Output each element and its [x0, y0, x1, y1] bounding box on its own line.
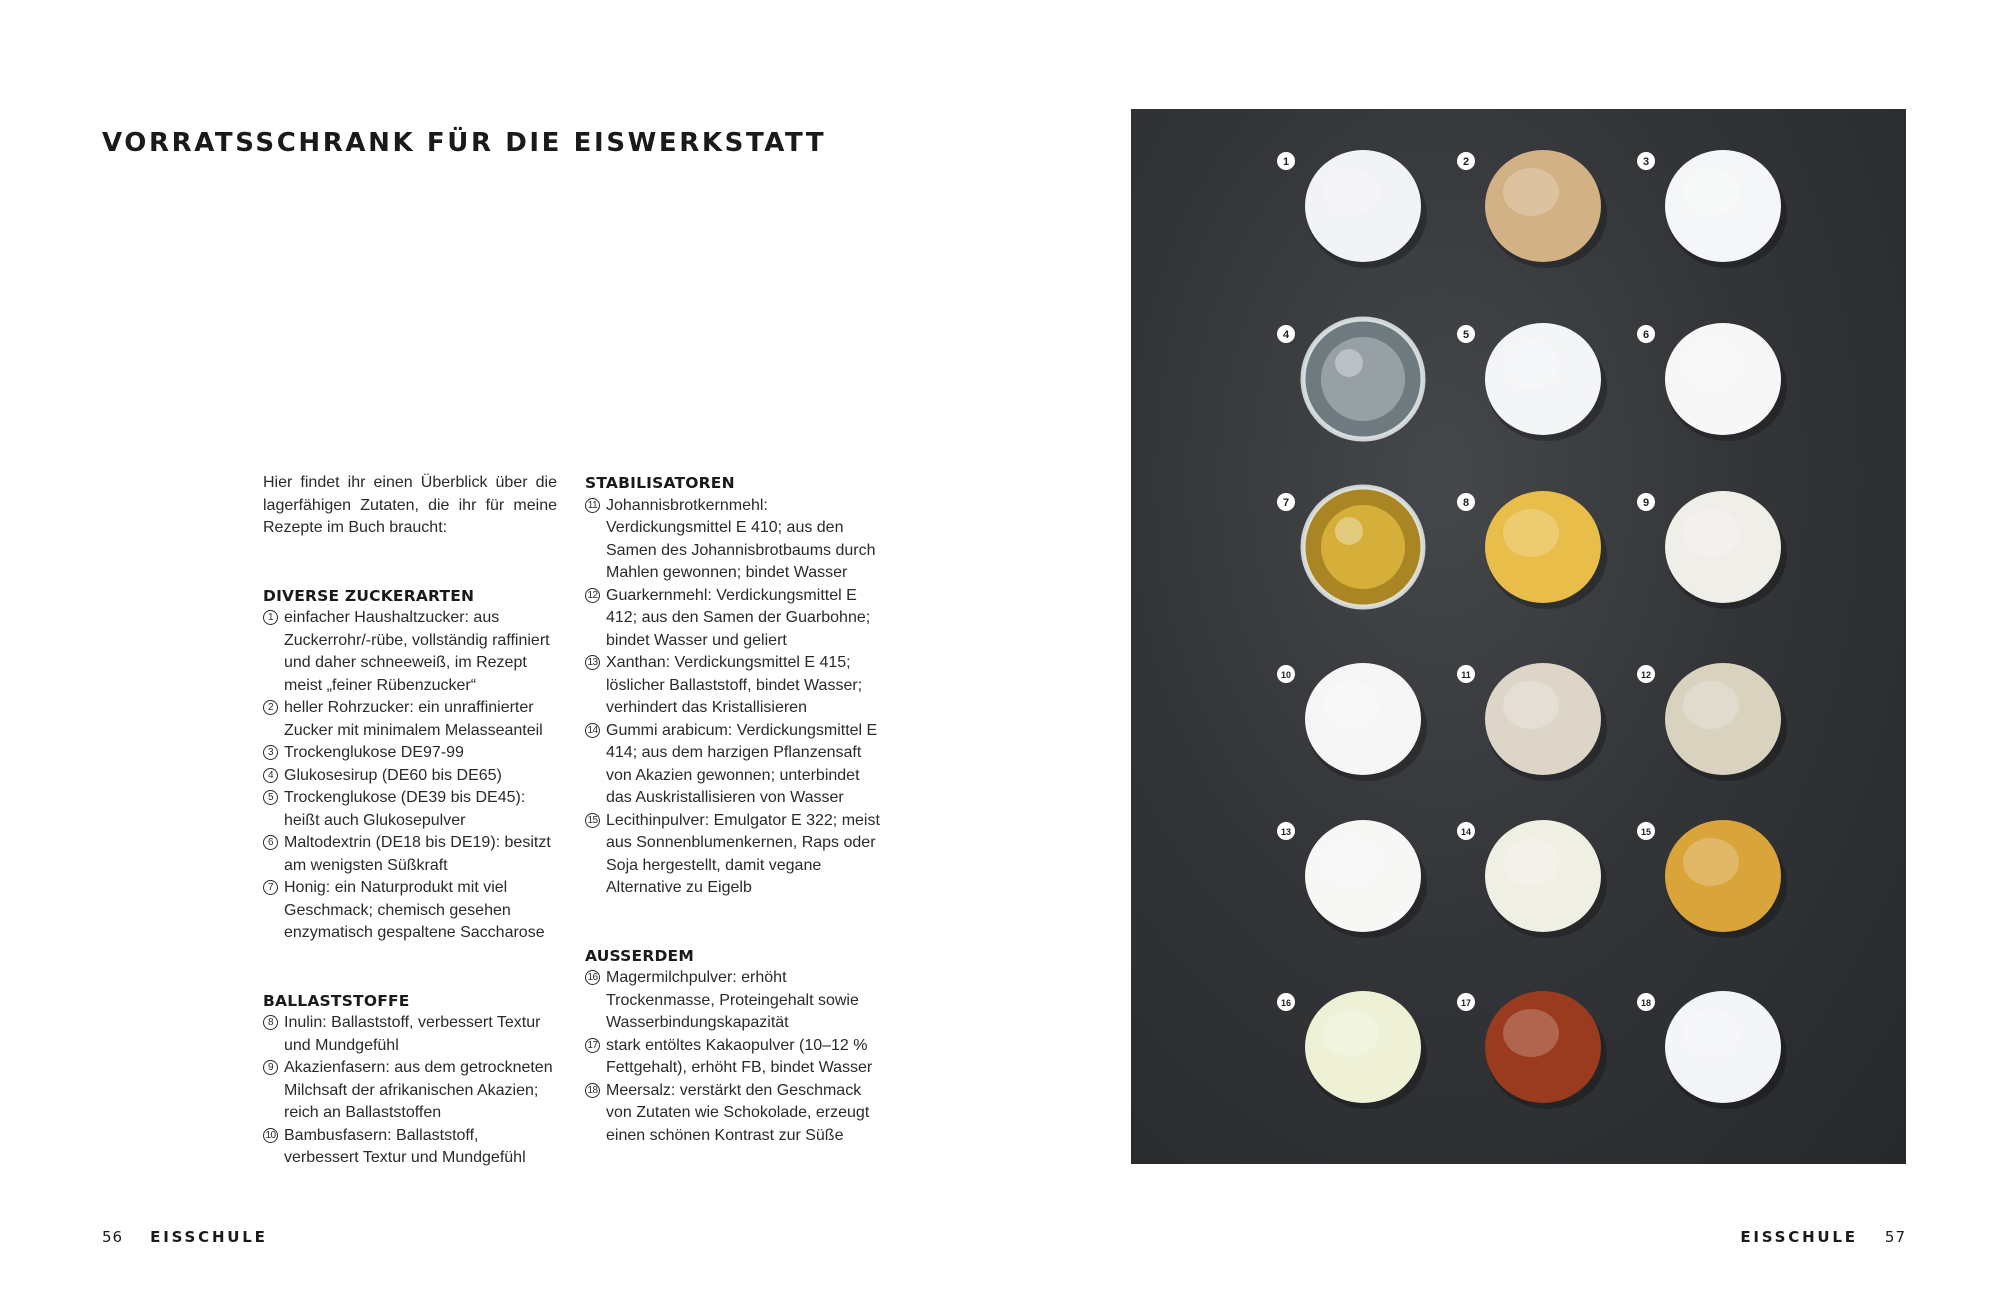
item-text: Trockenglukose DE97-99 [284, 744, 464, 761]
item-number-badge: 15 [585, 813, 600, 828]
photo-label-text: 3 [1642, 156, 1650, 168]
page-number-left: 56 [102, 1228, 124, 1246]
item-number-badge: 8 [263, 1015, 278, 1030]
photo-label-text: 4 [1282, 329, 1290, 341]
item-number-badge: 4 [263, 768, 278, 783]
ingredient-item [263, 832, 557, 877]
ingredient-item [585, 652, 885, 720]
item-number-badge: 10 [263, 1128, 278, 1143]
footer-label-right: EISSCHULE [1740, 1228, 1858, 1246]
photo-label-13 [1277, 822, 1295, 840]
left-text-column [263, 472, 557, 1215]
footer-left [102, 1228, 268, 1246]
item-text: Glukosesirup (DE60 bis DE65) [284, 766, 502, 784]
ingredient-pile-4 [1303, 319, 1423, 439]
ingredient-item [585, 720, 885, 810]
photo-label-text: 8 [1462, 497, 1470, 509]
ingredient-pile-6 [1665, 323, 1787, 441]
ingredient-pile-16 [1305, 991, 1427, 1109]
item-text: Bambusfasern: Ballaststoff, verbessert Textur und Mundgefühl [284, 1126, 526, 1166]
item-number-badge: 2 [263, 700, 278, 715]
ingredient-item [263, 1057, 557, 1125]
photo-label-text: 16 [1280, 998, 1292, 1008]
photo-label-text: 5 [1462, 329, 1470, 341]
item-number-badge: 18 [585, 1083, 600, 1098]
ingredient-item [263, 1012, 557, 1057]
photo-label-16 [1277, 993, 1295, 1011]
item-number-badge: 3 [263, 745, 278, 760]
item-text: Meersalz: verstärkt den Geschmack von Zutaten wie Schokolade, erzeugt einen schönen Kontrast zur Süße [606, 1081, 870, 1144]
ingredient-pile-8 [1485, 491, 1607, 609]
photo-label-17 [1457, 993, 1475, 1011]
ingredient-pile-14 [1485, 820, 1607, 938]
photo-label-18 [1637, 993, 1655, 1011]
ingredient-pile-2 [1485, 150, 1607, 268]
photo-label-text: 6 [1642, 329, 1650, 341]
item-text: Inulin: Ballaststoff, verbessert Textur und Mundgefühl [284, 1014, 541, 1054]
photo-label-9 [1637, 493, 1655, 511]
ingredient-pile-17 [1485, 991, 1607, 1109]
photo-label-text: 13 [1280, 827, 1292, 837]
item-text: Akazienfasern: aus dem getrockneten Milchsaft der afrikanischen Akazien; reich an Ballaststoffen [284, 1059, 553, 1121]
ingredient-item [585, 495, 885, 585]
ingredient-item [585, 967, 885, 1035]
section-heading: STABILISATOREN [585, 474, 735, 492]
photo-label-text: 11 [1461, 670, 1471, 680]
photo-label-15 [1637, 822, 1655, 840]
item-number-badge: 16 [585, 970, 600, 985]
ingredient-item [263, 607, 557, 697]
ingredient-pile-5 [1485, 323, 1607, 441]
section-heading: AUSSERDEM [585, 946, 694, 965]
ingredient-pile-15 [1665, 820, 1787, 938]
item-text: heller Rohrzucker: ein unraffinierter Zucker mit minimalem Melasseanteil [284, 699, 543, 739]
item-text: Johannisbrotkernmehl: Verdickungsmittel E 410; aus den Samen des Johannisbrotbaums durch Mahlen gewonnen; bindet Wasser [606, 496, 876, 581]
ingredient-section [263, 585, 557, 945]
ingredient-pile-10 [1305, 663, 1427, 781]
photo-label-8 [1457, 493, 1475, 511]
item-number-badge: 11 [585, 498, 600, 513]
right-sections [585, 472, 885, 1147]
photo-label-1 [1277, 152, 1295, 170]
photo-label-10 [1277, 665, 1295, 683]
item-number-badge: 6 [263, 835, 278, 850]
item-number-badge: 17 [585, 1038, 600, 1053]
photo-label-text: 12 [1640, 670, 1652, 680]
ingredient-pile-1 [1305, 150, 1427, 268]
ingredient-pile-11 [1485, 663, 1607, 781]
photo-label-text: 10 [1280, 670, 1292, 680]
ingredient-pile-18 [1665, 991, 1787, 1109]
item-number-badge: 13 [585, 655, 600, 670]
ingredient-pile-9 [1665, 491, 1787, 609]
footer-right [1740, 1228, 1906, 1246]
ingredient-item [585, 585, 885, 653]
item-text: Maltodextrin (DE18 bis DE19): besitzt am wenigsten Süßkraft [284, 834, 551, 874]
item-number-badge: 12 [585, 588, 600, 603]
item-number-badge: 5 [263, 790, 278, 805]
ingredients-photo-svg [1131, 109, 1906, 1164]
ingredient-pile-13 [1305, 820, 1427, 938]
right-text-column [585, 472, 885, 1192]
ingredient-item [263, 697, 557, 742]
item-text: einfacher Haushaltzucker: aus Zuckerrohr/-rübe, vollständig raffiniert und daher schneeweiß, im Rezept meist „feiner Rübenzucker“ [284, 609, 550, 694]
ingredient-section [585, 945, 885, 1148]
item-text: Magermilchpulver: erhöht Trockenmasse, Proteingehalt sowie Wasserbindungskapazität [606, 969, 859, 1031]
photo-label-text: 1 [1282, 156, 1290, 168]
photo-label-2 [1457, 152, 1475, 170]
section-heading: DIVERSE ZUCKERARTEN [263, 586, 475, 605]
photo-label-7 [1277, 493, 1295, 511]
footer-label-left: EISSCHULE [150, 1228, 268, 1246]
page-title: VORRATSSCHRANK FÜR DIE EISWERKSTATT [102, 128, 827, 158]
photo-label-text: 9 [1642, 497, 1650, 509]
photo-label-5 [1457, 325, 1475, 343]
photo-label-text: 17 [1460, 998, 1472, 1008]
item-text: Lecithinpulver: Emulgator E 322; meist aus Sonnenblumenkernen, Raps oder Soja hergestellt, damit vegane Alternative zu Eigelb [606, 811, 880, 896]
photo-label-4 [1277, 325, 1295, 343]
photo-label-14 [1457, 822, 1475, 840]
photo-label-text: 15 [1640, 827, 1652, 837]
item-text: Guarkernmehl: Verdickungsmittel E 412; aus den Samen der Guarbohne; bindet Wasser und geliert [606, 586, 871, 649]
ingredient-item [263, 765, 557, 788]
ingredient-item [263, 787, 557, 832]
ingredients-photo [1131, 109, 1906, 1164]
photo-label-text: 18 [1640, 998, 1652, 1008]
page-number-right: 57 [1884, 1228, 1906, 1246]
ingredient-item [585, 1080, 885, 1148]
ingredient-pile-7 [1303, 487, 1423, 607]
photo-label-11 [1457, 665, 1475, 683]
item-text: Xanthan: Verdickungsmittel E 415; löslicher Ballaststoff, bindet Wasser; verhindert das Kristallisieren [606, 654, 863, 716]
section-heading: BALLASTSTOFFE [263, 991, 410, 1010]
item-number-badge: 9 [263, 1060, 278, 1075]
item-text: Gummi arabicum: Verdickungsmittel E 414; aus dem harzigen Pflanzensaft von Akazien gewonnen; unterbindet das Auskristallisieren von Wasser [606, 721, 878, 806]
ingredient-section [585, 472, 885, 900]
ingredient-pile-3 [1665, 150, 1787, 268]
photo-label-text: 2 [1462, 156, 1470, 168]
item-number-badge: 14 [585, 723, 600, 738]
ingredient-pile-12 [1665, 663, 1787, 781]
photo-label-12 [1637, 665, 1655, 683]
item-number-badge: 7 [263, 880, 278, 895]
item-number-badge: 1 [263, 610, 278, 625]
photo-label-6 [1637, 325, 1655, 343]
ingredient-item [585, 1035, 885, 1080]
item-text: stark entöltes Kakaopulver (10–12 % Fettgehalt), erhöht FB, bindet Wasser [606, 1036, 873, 1076]
ingredient-section [263, 990, 557, 1170]
item-text: Honig: ein Naturprodukt mit viel Geschmack; chemisch gesehen enzymatisch gespaltene Saccharose [284, 879, 545, 941]
ingredient-item [263, 742, 557, 765]
intro-paragraph: Hier findet ihr einen Überblick über die lagerfähigen Zutaten, die ihr für meine Rezepte im Buch braucht: [263, 474, 557, 536]
item-text: Trockenglukose (DE39 bis DE45): heißt auch Glukosepulver [284, 789, 526, 829]
ingredient-item [263, 1125, 557, 1170]
photo-label-3 [1637, 152, 1655, 170]
photo-label-text: 14 [1460, 827, 1472, 837]
ingredient-item [263, 877, 557, 945]
left-sections [263, 585, 557, 1170]
ingredient-item [585, 810, 885, 900]
photo-label-text: 7 [1282, 497, 1290, 509]
